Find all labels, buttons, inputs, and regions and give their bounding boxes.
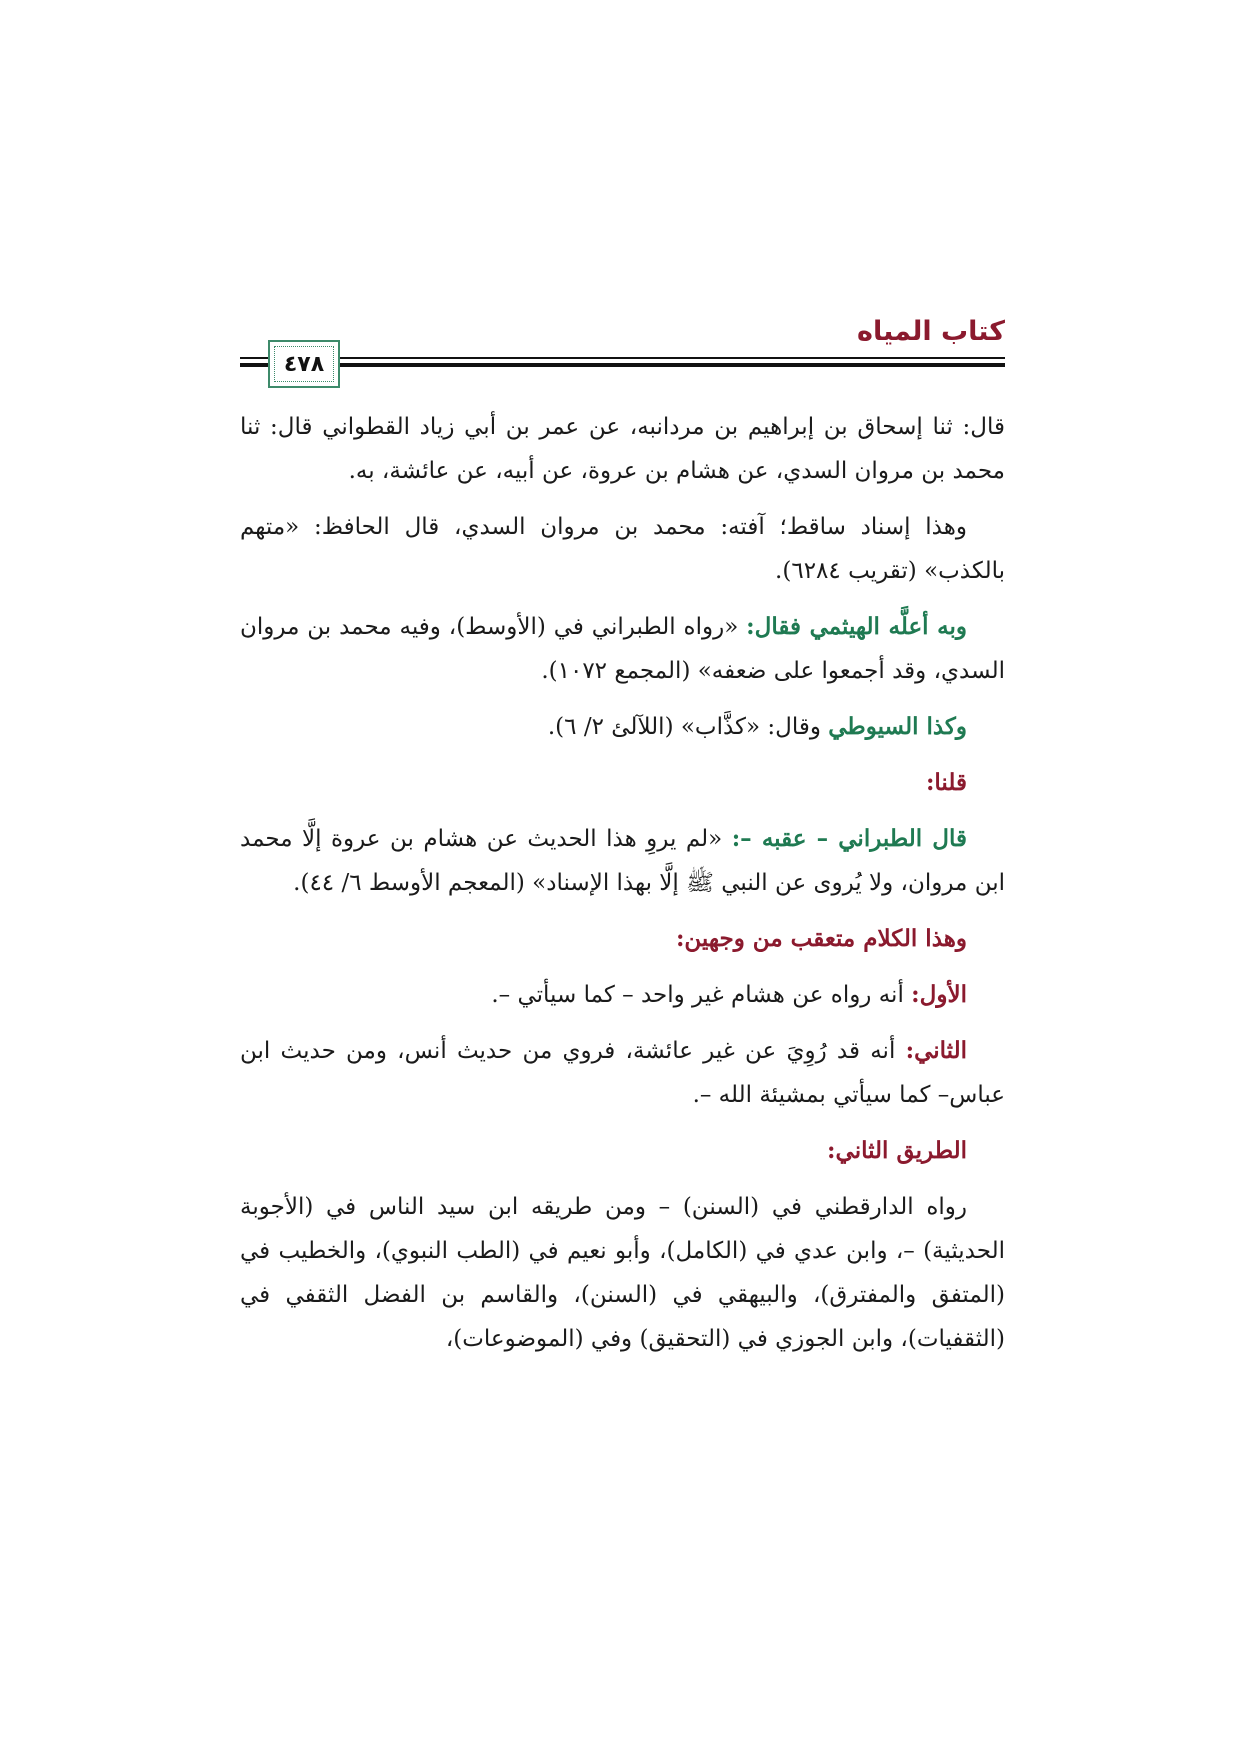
header-rule-thick (240, 363, 1005, 367)
haythami-lead: وبه أعلَّه الهيثمي فقال: (746, 613, 967, 640)
book-title: كتاب المياه (857, 316, 1005, 347)
tabarani-lead: قال الطبراني – عقبه –: (731, 825, 967, 852)
suyuti-text: وقال: «كذَّاب» (اللآلئ ٢/ ٦). (547, 714, 829, 740)
heading-qulna: قلنا: (925, 769, 967, 796)
paragraph-isnad: قال: ثنا إسحاق بن إبراهيم بن مردانبه، عن عمر بن أبي زياد القطواني قال: ثنا محمد بن مروان السدي، عن هشام بن عروة، عن أبيه، عن عائشة، به. (240, 414, 1005, 484)
haythami-text: «رواه الطبراني في (الأوسط)، وفيه محمد بن مروان السدي، وقد أجمعوا على ضعفه» (المجمع ١٠٧٢). (240, 614, 1005, 684)
second-lead: الثاني: (905, 1037, 967, 1064)
page-number-badge (268, 340, 340, 388)
page-number: ٤٧٨ (283, 351, 325, 377)
heading-second-path: الطريق الثاني: (827, 1137, 967, 1164)
first-text: أنه رواه عن هشام غير واحد – كما سيأتي –. (491, 982, 912, 1008)
paragraph-second-path: رواه الدارقطني في (السنن) – ومن طريقه ابن سيد الناس في (الأجوبة الحديثية) –، وابن عدي في (الكامل)، وأبو نعيم في (الطب النبوي)، والخطيب في (المتفق والمفترق)، والبيهقي في (السنن)، والقاسم بن الفضل الثقفي في (الثقفيات)، وابن الجوزي في (التحقيق) وفي (الموضوعات)، (240, 1194, 1005, 1352)
second-text: أنه قد رُوِيَ عن غير عائشة، فروي من حديث أنس، ومن حديث ابن عباس– كما سيأتي بمشيئة الله –. (240, 1038, 1005, 1108)
paragraph-second-way (240, 1029, 1005, 1117)
page-body (240, 405, 1005, 1373)
paragraph-suyuti (240, 705, 1005, 749)
tabarani-text: «لم يروِ هذا الحديث عن هشام بن عروة إلَّا محمد ابن مروان، ولا يُروى عن النبي ﷺ إلَّا بهذا الإسناد» (المعجم الأوسط ٦/ ٤٤). (240, 826, 1005, 896)
page-header (240, 310, 1005, 390)
paragraph-isnad-critique: وهذا إسناد ساقط؛ آفته: محمد بن مروان السدي، قال الحافظ: «متهم بالكذب» (تقريب ٦٢٨٤). (240, 514, 1005, 584)
paragraph-first-way (240, 973, 1005, 1017)
paragraph-haythami (240, 605, 1005, 693)
heading-two-ways: وهذا الكلام متعقب من وجهين: (675, 925, 967, 952)
paragraph-tabarani (240, 817, 1005, 905)
header-rule-thin (240, 357, 1005, 359)
first-lead: الأول: (911, 981, 967, 1008)
suyuti-lead: وكذا السيوطي (828, 713, 967, 740)
